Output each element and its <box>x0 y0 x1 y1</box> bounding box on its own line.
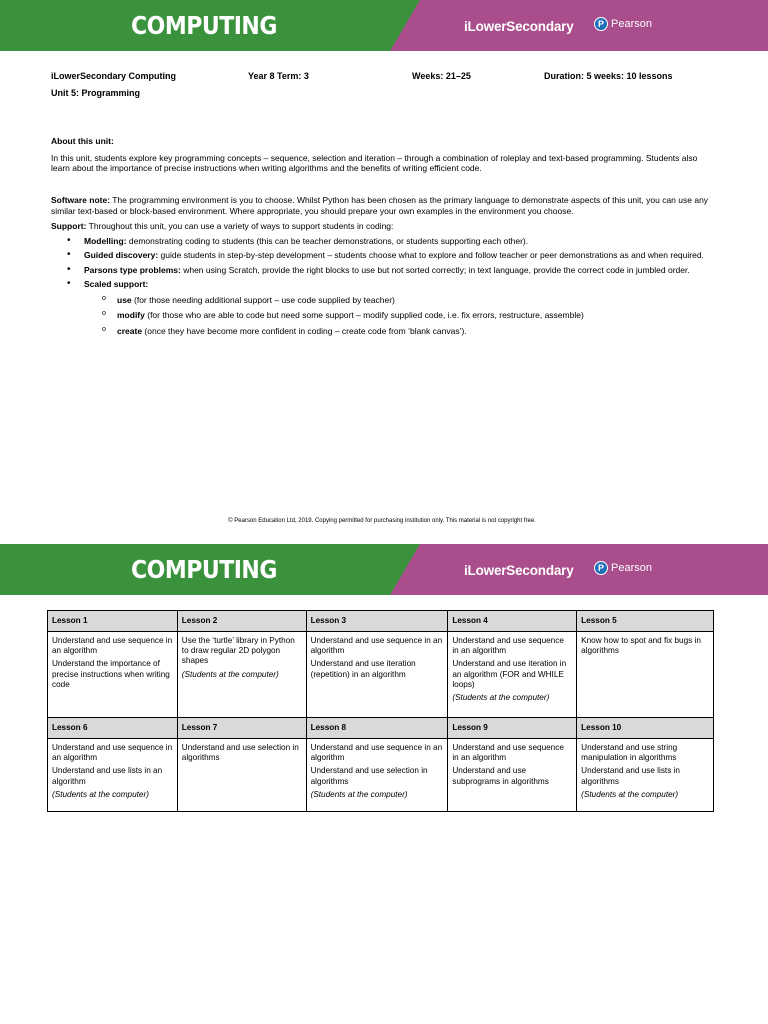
banner-brand: iLowerSecondary <box>464 19 574 34</box>
about-section <box>51 136 717 174</box>
banner-purple-band <box>390 0 768 51</box>
lesson-objective: Understand and use selection in algorithms <box>310 766 428 786</box>
lesson-objective: Understand and use sequence in an algorithm <box>452 743 564 763</box>
banner-title: COMPUTING <box>131 12 277 41</box>
lesson-objective: Understand and use sequence in an algorithm <box>452 636 564 656</box>
table-row <box>48 632 714 718</box>
lesson-note: (Students at the computer) <box>52 789 149 799</box>
banner-brand: iLowerSecondary <box>464 563 574 578</box>
lesson-objective: Understand and use lists in algorithms <box>581 766 680 786</box>
pearson-icon: P <box>594 561 608 575</box>
lesson-objective: Understand and use iteration in an algorithm (FOR and WHILE loops) <box>452 659 567 689</box>
lesson-cell-7 <box>177 739 306 812</box>
about-text: In this unit, students explore key programming concepts – sequence, selection and iteration – through a combination of roleplay and text-based programming. Students also learn about the importance of precise instructions when writing algorithms and the benefits of writing efficient code. <box>51 152 698 173</box>
support-desc: when using Scratch, provide the right blocks to use but not sorted correctly; in text language, provide the correct code in jumbled order. <box>180 264 690 275</box>
table-header-row <box>48 611 714 632</box>
banner-title: COMPUTING <box>131 556 277 585</box>
support-desc: demonstrating coding to students (this can be teacher demonstrations, or students supporting each other). <box>126 235 529 246</box>
lesson-note: (Students at the computer) <box>181 669 279 679</box>
copyright-text: © Pearson Education Ltd, 2019. Copying permitted for purchasing institution only. This material is not copyright free. <box>228 518 536 524</box>
weeks: Weeks: 21–25 <box>412 71 471 81</box>
scaled-support-list <box>84 295 717 337</box>
scaled-term: modify <box>117 310 145 320</box>
lesson-objective: Understand and use sequence in an algorithm <box>52 743 173 763</box>
lesson-header-5: Lesson 5 <box>577 611 714 632</box>
list-item <box>51 250 717 261</box>
pearson-logo <box>594 17 652 31</box>
table-header-row <box>48 718 714 739</box>
course-name: iLowerSecondary Computing <box>51 71 177 81</box>
software-note <box>51 195 717 216</box>
lesson-cell-5 <box>577 632 714 718</box>
lesson-cell-6 <box>48 739 178 812</box>
lesson-cell-8 <box>306 739 448 812</box>
lesson-objective: Use the ‘turtle’ library in Python to draw regular 2D polygon shapes <box>181 636 295 666</box>
lesson-header-2: Lesson 2 <box>177 611 306 632</box>
support-term: Parsons type problems: <box>84 264 181 275</box>
pearson-logo <box>594 561 652 575</box>
support-section <box>51 221 717 336</box>
lesson-note: (Students at the computer) <box>452 693 550 703</box>
support-term: Guided discovery: <box>84 250 159 260</box>
lessons-table <box>47 610 714 812</box>
lesson-cell-1 <box>48 632 178 718</box>
software-text: The programming environment is you to choose. Whilst Python has been chosen as the primary language to demonstrate aspects of this unit, you can use any similar text-based or block-based environment. Where appropriate, you should prepare your own examples in the environment you choose. <box>51 195 709 216</box>
lesson-objective: Understand and use iteration (repetition) in an algorithm <box>310 659 416 679</box>
lesson-cell-10 <box>577 739 714 812</box>
unit-title: Unit 5: Programming <box>51 88 141 98</box>
list-item <box>51 279 717 336</box>
scaled-desc: (for those needing additional support – use code supplied by teacher) <box>131 294 395 305</box>
lesson-objective: Understand and use sequence in an algorithm <box>310 743 443 763</box>
lesson-objective: Understand and use selection in algorithms <box>181 743 299 763</box>
scaled-desc: (for those who are able to code but need some support – modify supplied code, i.e. fix errors, restructure, assemble) <box>144 310 584 320</box>
scaled-term: use <box>117 294 132 305</box>
year-term: Year 8 Term: 3 <box>248 71 309 81</box>
lesson-header-4: Lesson 4 <box>448 611 577 632</box>
lesson-note: (Students at the computer) <box>310 789 408 799</box>
banner-purple-band <box>390 544 768 595</box>
header-banner <box>0 0 768 51</box>
lesson-header-1: Lesson 1 <box>48 611 178 632</box>
scaled-term: create <box>117 325 143 336</box>
support-term: Scaled support: <box>84 279 149 289</box>
lesson-header-10: Lesson 10 <box>577 718 714 739</box>
list-item <box>84 326 717 337</box>
support-term: Modelling: <box>84 235 127 246</box>
lesson-header-8: Lesson 8 <box>306 718 448 739</box>
software-label: Software note: <box>51 195 111 205</box>
publisher-name: Pearson <box>611 18 652 30</box>
pearson-icon: P <box>594 17 608 31</box>
list-item <box>84 310 717 321</box>
lesson-note: (Students at the computer) <box>581 789 679 799</box>
lesson-cell-4 <box>448 632 577 718</box>
header-banner-page-2 <box>0 544 768 595</box>
lesson-header-6: Lesson 6 <box>48 718 178 739</box>
lesson-cell-3 <box>306 632 448 718</box>
lesson-objective: Understand and use sequence in an algorithm <box>52 636 173 656</box>
list-item <box>51 265 717 276</box>
copyright-footer <box>0 518 768 524</box>
list-item <box>84 295 717 306</box>
lesson-objective: Know how to spot and fix bugs in algorithms <box>581 636 701 656</box>
lesson-objective: Understand and use subprograms in algorithms <box>452 766 549 786</box>
lesson-cell-2 <box>177 632 306 718</box>
list-item <box>51 236 717 247</box>
duration: Duration: 5 weeks: 10 lessons <box>544 71 673 81</box>
lesson-objective: Understand and use lists in an algorithm <box>52 766 163 786</box>
support-list <box>51 236 717 337</box>
lesson-header-3: Lesson 3 <box>306 611 448 632</box>
lesson-objective: Understand and use sequence in an algorithm <box>310 636 443 656</box>
table-row <box>48 739 714 812</box>
lesson-header-9: Lesson 9 <box>448 718 577 739</box>
lesson-header-7: Lesson 7 <box>177 718 306 739</box>
scaled-desc: (once they have become more confident in coding – create code from ‘blank canvas’). <box>142 325 467 336</box>
lesson-cell-9 <box>448 739 577 812</box>
support-desc: guide students in step-by-step development – students choose what to explore and follow teacher or peer demonstrations as and when required. <box>158 250 704 260</box>
lesson-objective: Understand the importance of precise instructions when writing code <box>52 659 170 689</box>
support-text: Throughout this unit, you can use a variety of ways to support students in coding: <box>86 221 394 231</box>
support-label: Support: <box>51 221 87 231</box>
about-heading: About this unit: <box>51 136 114 146</box>
lesson-objective: Understand and use string manipulation in algorithms <box>581 743 678 763</box>
publisher-name: Pearson <box>611 562 652 574</box>
